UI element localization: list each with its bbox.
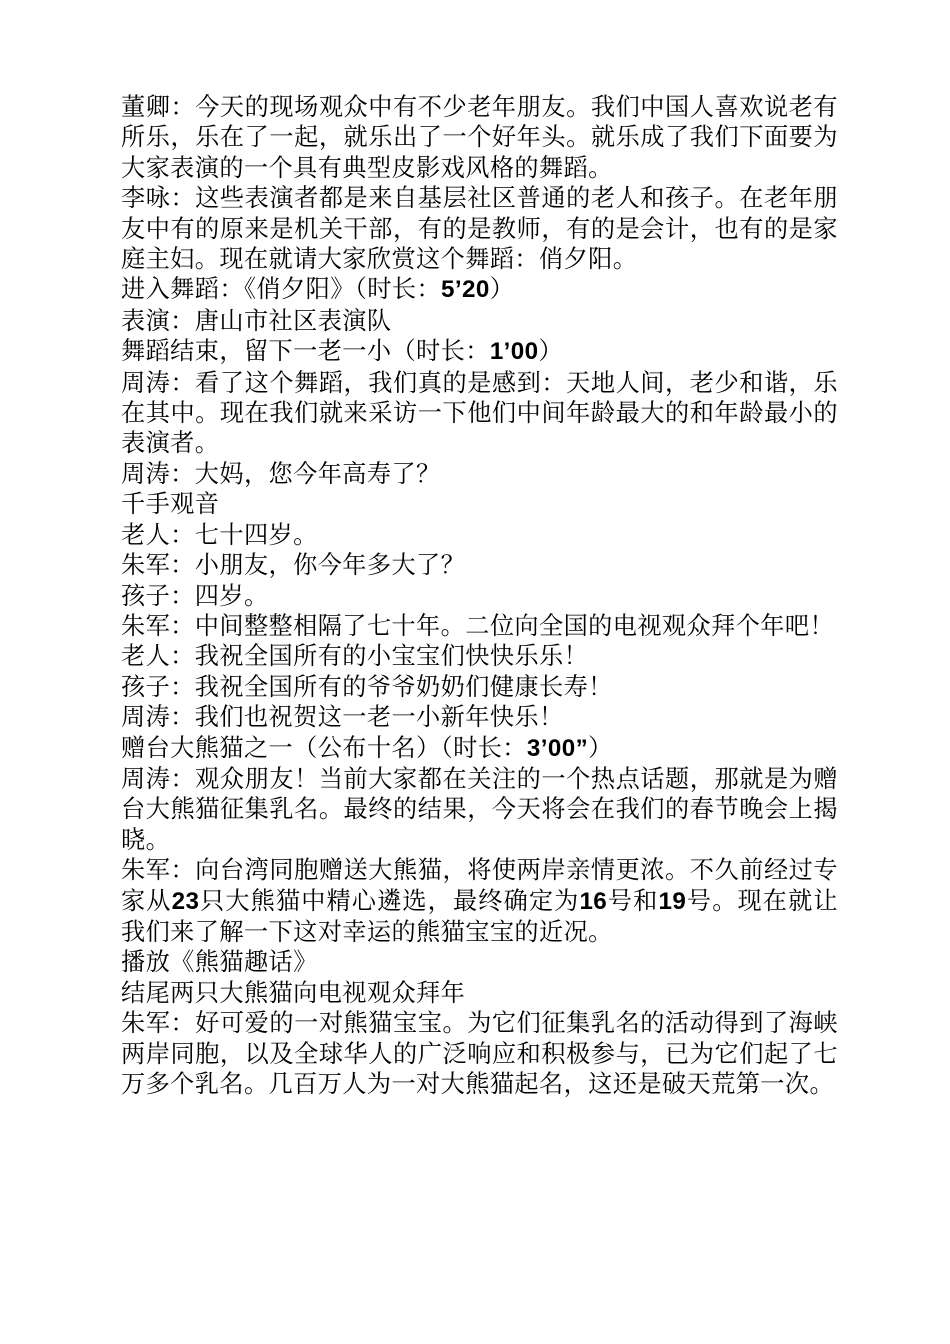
paragraph-text: 进入舞蹈：《俏夕阳》（时长： [121,275,442,304]
paragraph-text: 表演：唐山市社区表演队 [121,306,392,335]
paragraph-text: 千手观音 [121,490,220,519]
paragraph-text: 老人：七十四岁。 [121,520,318,549]
paragraph-text: 董卿：今天的现场观众中有不少老年朋友。我们中国人喜欢说老有所乐，乐在了一起，就乐出了一个好年头。就乐成了我们下面要为大家表演的一个具有典型皮影戏风格的舞蹈。 [121,93,838,182]
paragraph-zhujun-closing [118,1008,838,1099]
paragraph-zhujun-question [118,550,838,580]
paragraph-dongqing-intro [118,92,838,183]
paragraph-text: ） [538,337,564,366]
paragraph-performer [118,306,838,336]
paragraph-text: 周涛：看了这个舞蹈，我们真的是感到：天地人间，老少和谐，乐在其中。现在我们就来采访一下他们中间年龄最大的和年龄最小的表演者。 [121,368,838,458]
paragraph-qianshou [118,489,838,519]
paragraph-zhoutao-wish [118,702,838,732]
panda-number: 19 [658,887,687,915]
paragraph-zhoutao-question [118,459,838,489]
paragraph-elder-answer [118,520,838,550]
paragraph-elder-wish [118,641,838,671]
paragraph-text: 号和 [607,886,659,915]
paragraph-text: 朱军：小朋友，你今年多大了？ [121,551,466,580]
paragraph-text: 只大熊猫中精心遴选，最终确定为 [199,886,580,915]
paragraph-text: 号。现在就让我们来了解一下这对幸运的熊猫宝宝的近况。 [121,886,838,946]
duration-value: 5’20 [441,276,490,304]
paragraph-text: 周涛：观众朋友！当前大家都在关注的一个热点话题，那就是为赠台大熊猫征集乳名。最终的结果，今天将会在我们的春节晚会上揭晓。 [121,764,838,854]
paragraph-text: 赠台大熊猫之一（公布十名）（时长： [121,733,527,762]
paragraph-text: 结尾两只大熊猫向电视观众拜年 [121,978,466,1007]
paragraph-text: 朱军：中间整整相隔了七十年。二位向全国的电视观众拜个年吧！ [121,611,835,640]
paragraph-liyong-intro [118,183,838,274]
paragraph-zhoutao-comment [118,368,838,459]
paragraph-text: 孩子：四岁。 [121,581,269,610]
paragraph-dance-end [118,336,838,367]
panda-number: 16 [579,887,608,915]
paragraph-child-wish [118,672,838,702]
paragraph-zhoutao-panda [118,764,838,855]
paragraph-text: 周涛：大妈，您今年高寿了？ [121,459,441,488]
paragraph-dance-enter [118,274,838,305]
paragraph-text: 李咏：这些表演者都是来自基层社区普通的老人和孩子。在老年朋友中有的原来是机关干部，有的是教师，有的是会计，也有的是家庭主妇。现在就请大家欣赏这个舞蹈：俏夕阳。 [121,184,838,274]
paragraph-play-video [118,947,838,977]
paragraph-panda-segment [118,733,838,764]
paragraph-text: 舞蹈结束，留下一老一小（时长： [121,337,490,366]
paragraph-ending [118,978,838,1008]
paragraph-text: ） [588,733,613,762]
paragraph-text: 播放《熊猫趣话》 [121,948,318,977]
paragraph-text: 孩子：我祝全国所有的爷爷奶奶们健康长寿！ [121,672,613,701]
paragraph-text: 老人：我祝全国所有的小宝宝们快快乐乐！ [121,642,589,671]
paragraph-text: 朱军：向台湾同胞赠送大熊猫，将使两岸亲情更浓。不久前经过专家从 [121,856,838,915]
duration-value: 1’00 [489,338,539,366]
panda-count: 23 [171,887,200,915]
paragraph-text: 朱军：好可爱的一对熊猫宝宝。为它们征集乳名的活动得到了海峡两岸同胞，以及全球华人的广泛响应和积极参与，已为它们起了七万多个乳名。几百万人为一对大熊猫起名，这还是破天荒第一次。 [121,1009,838,1098]
paragraph-zhujun-panda [118,855,838,947]
document-body [118,92,838,1099]
paragraph-zhujun-greeting [118,611,838,641]
paragraph-text: 周涛：我们也祝贺这一老一小新年快乐！ [121,703,564,732]
paragraph-child-answer [118,581,838,611]
duration-value: 3’00” [526,734,589,762]
paragraph-text: ） [489,275,515,304]
